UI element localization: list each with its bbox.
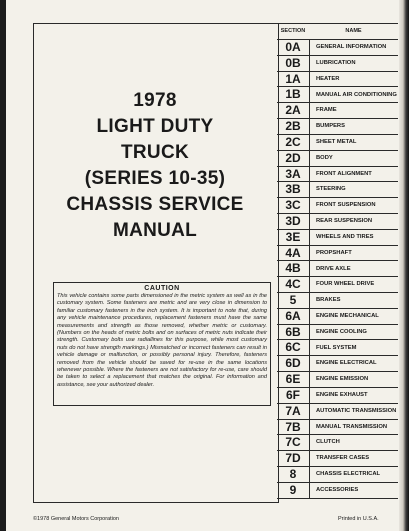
manual-title [34,88,276,244]
title-line-2: TRUCK [121,142,189,163]
section-name: ENGINE EMISSION [309,372,398,387]
section-name: MANUAL AIR CONDITIONING [309,87,398,102]
index-row [277,40,398,56]
index-row [277,119,398,135]
index-row [277,56,398,72]
index-row [277,388,398,404]
caution-box [53,282,271,406]
index-row [277,451,398,467]
index-row [277,483,398,499]
section-code: 7C [285,435,301,450]
section-code: 7B [285,419,301,434]
index-row [277,261,398,277]
section-code: 3B [285,182,301,197]
name-column-header: NAME [345,28,362,34]
section-code: 6A [285,308,301,323]
index-header [277,23,398,40]
section-name: BODY [309,151,398,166]
section-code: 1B [285,87,301,102]
section-name: SHEET METAL [309,135,398,150]
section-code: 8 [289,466,297,481]
index-row [277,277,398,293]
section-code: 6E [285,372,301,387]
index-row [277,467,398,483]
index-row [277,198,398,214]
section-name: BRAKES [309,293,398,308]
index-row [277,230,398,246]
section-code: 4B [285,261,301,276]
page-edge-shadow [399,0,409,531]
section-code: 2D [285,150,301,165]
index-row [277,293,398,309]
index-row [277,72,398,88]
section-name: FRONT ALIGNMENT [309,167,398,182]
index-row [277,182,398,198]
title-line-3: (SERIES 10-35) [84,168,226,189]
index-row [277,372,398,388]
section-name: PROPSHAFT [309,246,398,261]
section-name: MANUAL TRANSMISSION [309,420,398,435]
printed-text: Printed in U.S.A. [338,516,379,522]
section-name: GENERAL INFORMATION [309,40,398,55]
section-name: FRONT SUSPENSION [309,198,398,213]
section-name: AUTOMATIC TRANSMISSION [309,404,398,419]
section-code: 2C [285,134,301,149]
section-code: 2A [285,103,301,118]
index-row [277,103,398,119]
section-name: ENGINE ELECTRICAL [309,356,398,371]
index-row [277,309,398,325]
section-name: DRIVE AXLE [309,261,398,276]
section-name: FRAME [309,103,398,118]
section-name: CHASSIS ELECTRICAL [309,467,398,482]
section-code: 6D [285,356,301,371]
section-name: WHEELS AND TIRES [309,230,398,245]
index-row [277,404,398,420]
index-row [277,214,398,230]
index-row [277,151,398,167]
section-code: 3C [285,198,301,213]
section-name: ENGINE COOLING [309,325,398,340]
section-name: STEERING [309,182,398,197]
section-code: 6C [285,340,301,355]
section-code: 3D [285,213,301,228]
title-year: 1978 [133,90,177,111]
title-line-1: LIGHT DUTY [96,116,214,137]
section-name: LUBRICATION [309,56,398,71]
title-line-4: CHASSIS SERVICE [66,194,244,215]
section-code: 7A [285,403,301,418]
index-row [277,87,398,103]
index-row [277,135,398,151]
section-name: CLUTCH [309,435,398,450]
index-row [277,340,398,356]
section-code: 7D [285,451,301,466]
section-code: 6F [285,387,300,402]
section-name: ENGINE EXHAUST [309,388,398,403]
section-name: REAR SUSPENSION [309,214,398,229]
index-row [277,325,398,341]
caution-heading: CAUTION [144,285,180,292]
index-rows [277,40,398,499]
copyright-text: ©1978 General Motors Corporation [33,516,119,522]
section-code: 3A [285,166,301,181]
section-code: 3E [285,229,301,244]
section-code: 9 [289,482,297,497]
section-code: 6B [285,324,301,339]
index-row [277,435,398,451]
section-name: FUEL SYSTEM [309,340,398,355]
caution-text: This vehicle contains some parts dimensioned in the metric system as well as in the customary system. Some fasteners are metric and are very close in dimension to familiar customary fasteners in the inch system. It is important to note that, during any vehicle maintenance procedures, replacement fasteners must have the same measurements and strength as those removed, whether metric or customary. (Numbers on the heads of metric bolts and on surfaces of metric nuts indicate their strength. Customary bolts use radiallines for this purpose, while most customary nuts do not have strength markings.) Mismatched or incorrect fasteners can result in vehicle damage or malfunction, or possibly personal injury. Therefore, fasteners removed from the vehicle should be saved for re-use in the same locations whenever possible. Where the fasteners are not satisfactory for re-use, care should be taken to select a replacement that matches the original. For information and assistance, see your authorized dealer. [57,293,267,388]
section-name: HEATER [309,72,398,87]
section-code: 0A [285,40,301,54]
index-row [277,420,398,436]
section-code: 5 [289,293,297,307]
binding-edge [0,0,6,531]
title-line-5: MANUAL [112,220,198,241]
section-name: FOUR WHEEL DRIVE [309,277,398,292]
section-column-header: SECTION [280,28,306,34]
section-index-table [277,23,398,499]
section-name: TRANSFER CASES [309,451,398,466]
section-code: 4C [285,277,301,292]
section-name: ACCESSORIES [309,483,398,498]
section-code: 4A [285,245,301,260]
index-row [277,167,398,183]
section-code: 2B [285,119,301,134]
index-row [277,356,398,372]
section-code: 0B [285,55,301,70]
index-row [277,246,398,262]
section-name: BUMPERS [309,119,398,134]
section-code: 1A [285,71,301,86]
section-name: ENGINE MECHANICAL [309,309,398,324]
